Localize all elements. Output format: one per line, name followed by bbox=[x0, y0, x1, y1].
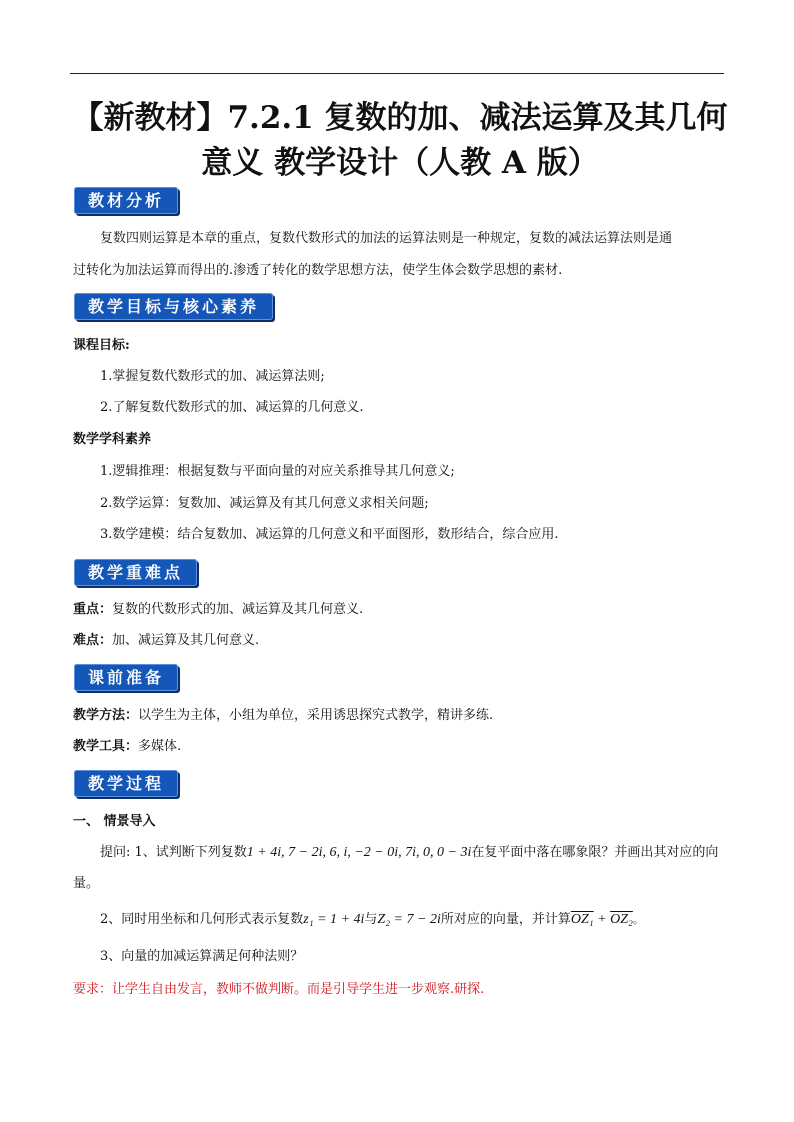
course-goal-item: 2.了解复数代数形式的加、减运算的几何意义. bbox=[100, 400, 364, 415]
question-one-continuation: 量。 bbox=[73, 876, 100, 891]
question-one-prefix: 提问: 1、试判断下列复数 bbox=[100, 845, 247, 860]
requirement-note: 要求：让学生自由发言，教师不做判断。而是引导学生进一步观察.研探. bbox=[73, 982, 485, 997]
teaching-tool-text: 多媒体. bbox=[138, 739, 182, 754]
section-badge-difficulty: 教学重难点 bbox=[74, 559, 197, 586]
question-two-line bbox=[100, 910, 720, 930]
question-one-line bbox=[100, 843, 720, 863]
literacy-label: 数学学科素养 bbox=[73, 432, 152, 447]
section-badge-preparation: 课前准备 bbox=[74, 664, 178, 691]
vector-plus: + bbox=[593, 912, 611, 927]
literacy-item: 1.逻辑推理：根据复数与平面向量的对应关系推导其几何意义; bbox=[100, 464, 455, 479]
section-badge-goals: 教学目标与核心素养 bbox=[74, 293, 273, 320]
key-point-text: 复数的代数形式的加、减运算及其几何意义. bbox=[112, 602, 364, 617]
literacy-item: 2.数学运算：复数加、减运算及有其几何意义求相关问题; bbox=[100, 496, 429, 511]
question-one-math: 1 + 4i, 7 − 2i, 6, i, −2 − 0i, 7i, 0, 0 − 3i bbox=[246, 845, 472, 860]
teaching-tool-line bbox=[73, 737, 723, 757]
hard-point-label: 难点： bbox=[73, 633, 113, 648]
teaching-method-label: 教学方法： bbox=[73, 708, 139, 723]
course-goal-item: 1.掌握复数代数形式的加、减运算法则; bbox=[100, 369, 325, 384]
key-point-line bbox=[73, 600, 723, 620]
course-goals-label: 课程目标: bbox=[73, 338, 130, 353]
question-two-math-z2: Z₂ = 7 − 2i bbox=[377, 912, 441, 927]
hard-point-line bbox=[73, 631, 723, 651]
document-title-line-1: 【新教材】7.2.1 复数的加、减法运算及其几何 bbox=[72, 100, 728, 136]
literacy-item: 3.数学建模：结合复数加、减运算的几何意义和平面图形，数形结合，综合应用. bbox=[100, 527, 559, 542]
document-title-line-2: 意义 教学设计（人教 A 版） bbox=[201, 145, 599, 181]
question-two-prefix: 2、同时用坐标和几何形式表示复数 bbox=[100, 912, 304, 927]
teaching-method-text: 以学生为主体，小组为单位，采用诱思探究式教学，精讲多练. bbox=[138, 708, 494, 723]
question-two-suffix: 所对应的向量，并计算 bbox=[440, 912, 571, 927]
vector-oz1: OZ₁ bbox=[570, 912, 594, 927]
analysis-paragraph-line-1: 复数四则运算是本章的重点，复数代数形式的加法的运算法则是一种规定，复数的减法运算法则是通 bbox=[100, 231, 673, 246]
question-one-suffix: 在复平面中落在哪象限？并画出其对应的向 bbox=[471, 845, 719, 860]
question-two-math-z1: z₁ = 1 + 4i bbox=[303, 912, 365, 927]
header-rule bbox=[70, 73, 724, 74]
vector-oz2: OZ₂ bbox=[610, 912, 633, 927]
section-badge-analysis: 教材分析 bbox=[74, 187, 178, 214]
teaching-method-line bbox=[73, 706, 723, 726]
hard-point-text: 加、减运算及其几何意义. bbox=[112, 633, 260, 648]
part-one-heading: 一、 情景导入 bbox=[73, 814, 156, 829]
question-two-mid: 与 bbox=[364, 912, 378, 927]
question-two-end: 。 bbox=[632, 913, 644, 926]
teaching-tool-label: 教学工具： bbox=[73, 739, 139, 754]
key-point-label: 重点： bbox=[73, 602, 113, 617]
section-badge-process: 教学过程 bbox=[74, 770, 178, 797]
analysis-paragraph-line-2: 过转化为加法运算而得出的.渗透了转化的数学思想方法，使学生体会数学思想的素材. bbox=[73, 263, 563, 278]
question-three: 3、向量的加减运算满足何种法则？ bbox=[100, 949, 304, 964]
